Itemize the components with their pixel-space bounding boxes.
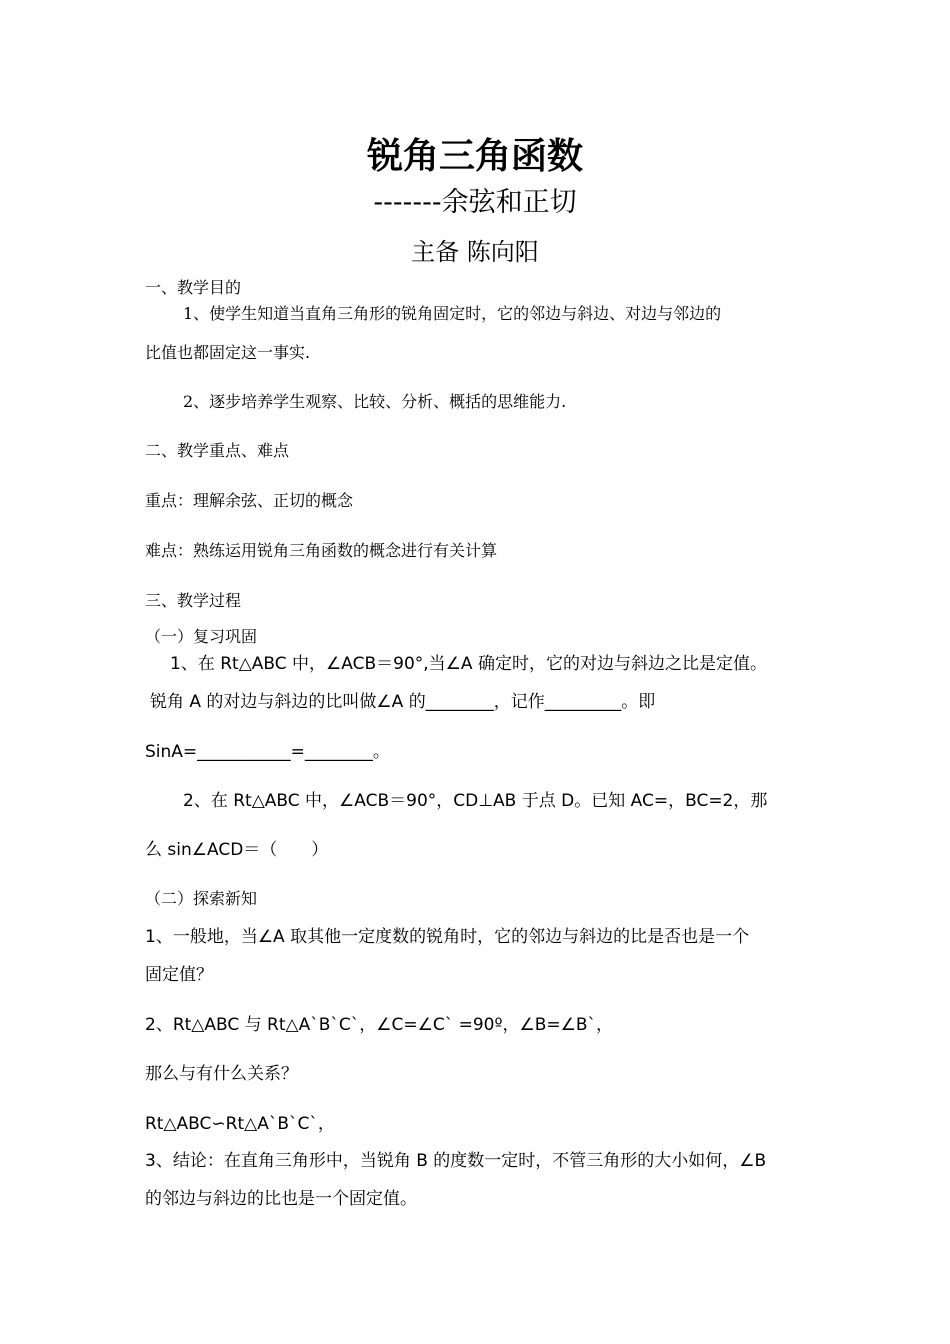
section1-item1-line1: 1、使学生知道当直角三角形的锐角固定时，它的邻边与斜边、对边与邻边的: [183, 304, 722, 323]
explore-p3-line2: 的邻边与斜边的比也是一个固定值。: [145, 1189, 417, 1209]
document-author: 主备 陈向阳: [411, 238, 539, 266]
review-q1-line1: 1、在 Rt△ABC 中，∠ACB＝90°,当∠A 确定时，它的对边与斜边之比是定值。: [170, 654, 767, 674]
explore-p1-line2: 固定值？: [145, 965, 213, 985]
section1-heading: 一、教学目的: [145, 278, 242, 297]
review-q2-line1: 2、在 Rt△ABC 中，∠ACB＝90°，CD⊥AB 于点 D。已知 AC=，BC=2，那: [183, 791, 768, 811]
document-title: 锐角三角函数: [366, 135, 583, 177]
review-heading: （一）复习巩固: [145, 627, 258, 646]
key-point: 重点：理解余弦、正切的概念: [145, 491, 354, 510]
section3-heading: 三、教学过程: [145, 591, 242, 610]
review-q1-line3: SinA=___________=________。: [145, 742, 390, 762]
explore-heading: （二）探索新知: [145, 889, 258, 908]
section2-heading: 二、教学重点、难点: [145, 441, 290, 460]
explore-p2-line2: 那么与有什么关系？: [145, 1064, 298, 1084]
difficult-point: 难点：熟练运用锐角三角函数的概念进行有关计算: [145, 541, 498, 560]
explore-p1-line1: 1、一般地，当∠A 取其他一定度数的锐角时，它的邻边与斜边的比是否也是一个: [145, 927, 750, 947]
section1-item1-line2: 比值也都固定这一事实.: [145, 343, 311, 362]
section1-item2: 2、逐步培养学生观察、比较、分析、概括的思维能力.: [183, 392, 567, 411]
explore-p2-line3: Rt△ABC∽Rt△A`B`C`，: [145, 1114, 335, 1134]
explore-p3-line1: 3、结论：在直角三角形中，当锐角 B 的度数一定时，不管三角形的大小如何，∠B: [145, 1151, 767, 1171]
explore-p2-line1: 2、Rt△ABC 与 Rt△A`B`C`，∠C=∠C` =90º，∠B=∠B`，: [145, 1015, 614, 1035]
review-q1-line2: 锐角 A 的对边与斜边的比叫做∠A 的________，记作_________。即: [150, 692, 656, 712]
document-subtitle: -------余弦和正切: [373, 187, 577, 218]
review-q2-line2: 么 sin∠ACD＝（ ）: [145, 840, 329, 860]
